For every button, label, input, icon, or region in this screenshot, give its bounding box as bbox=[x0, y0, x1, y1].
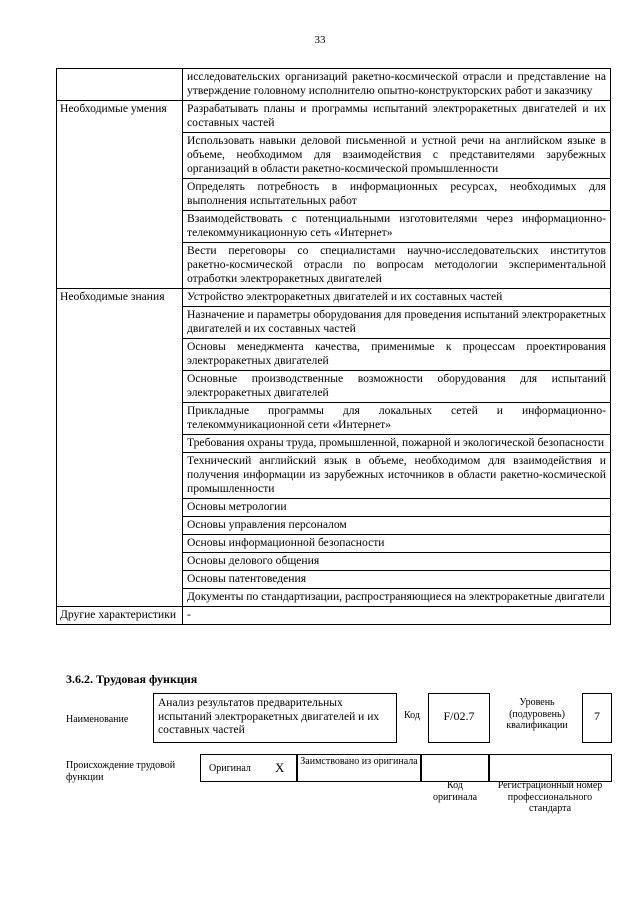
competency-table bbox=[56, 68, 611, 625]
row-item: Определять потребность в информационных ресурсах, необходимых для выполнения испытательных работ bbox=[183, 179, 611, 211]
row-item: Основы управления персоналом bbox=[183, 517, 611, 535]
function-name-box bbox=[153, 693, 397, 743]
row-item: Основы патентоведения bbox=[183, 571, 611, 589]
borrowed-label: Заимствовано из оригинала bbox=[300, 756, 418, 767]
original-mark: X bbox=[275, 760, 285, 775]
row-item: исследовательских организаций ракетно-космической отрасли и представление на утверждение головному исполнителю опытно-конструкторских работ и заказчику bbox=[183, 69, 611, 101]
row-item: Основы менеджмента качества, применимые к процессам проектирования электроракетных двигателей bbox=[183, 339, 611, 371]
code-original-label: Код оригинала bbox=[432, 780, 478, 803]
row-label: Необходимые умения bbox=[57, 101, 183, 289]
row-item: Использовать навыки деловой письменной и устной речи на английском языке в объеме, необходимом для взаимодействия с представителями зарубежных организаций в области ракетно-космической промышленности bbox=[183, 133, 611, 179]
table-row bbox=[57, 607, 611, 625]
code-label: Код bbox=[404, 710, 420, 721]
row-item: - bbox=[183, 607, 611, 625]
row-item: Устройство электроракетных двигателей и их составных частей bbox=[183, 289, 611, 307]
original-label: Оригинал bbox=[209, 763, 251, 774]
section-title: 3.6.2. Трудовая функция bbox=[66, 672, 198, 686]
borrowed-box bbox=[296, 754, 422, 782]
origin-label: Происхождение трудовой функции bbox=[66, 760, 176, 783]
name-label: Наименование bbox=[66, 714, 129, 725]
table-row bbox=[57, 289, 611, 307]
code-original-box bbox=[420, 754, 490, 782]
original-box bbox=[200, 754, 298, 782]
row-item: Вести переговоры со специалистами научно-исследовательских институтов ракетно-космической отрасли по вопросам методологии экспериментальной отработки электроракетных двигателей bbox=[183, 243, 611, 289]
page-number: 33 bbox=[314, 34, 326, 46]
code-value: F/02.7 bbox=[443, 709, 475, 723]
row-item: Технический английский язык в объеме, необходимом для взаимодействия и получения информации из зарубежных источников в области ракетно-космической промышленности bbox=[183, 453, 611, 499]
row-item: Основные производственные возможности оборудования для испытаний электроракетных двигателей bbox=[183, 371, 611, 403]
row-item: Основы информационной безопасности bbox=[183, 535, 611, 553]
function-name-value: Анализ результатов предварительных испытаний электроракетных двигателей и их составных частей bbox=[158, 697, 380, 736]
level-box bbox=[582, 693, 612, 743]
row-item: Основы метрологии bbox=[183, 499, 611, 517]
row-label: Необходимые знания bbox=[57, 289, 183, 607]
row-label: Другие характеристики bbox=[57, 607, 183, 625]
table-row bbox=[57, 101, 611, 133]
row-label bbox=[57, 69, 183, 101]
level-label: Уровень (подуровень) квалификации bbox=[506, 697, 568, 731]
level-value: 7 bbox=[594, 709, 600, 723]
code-box bbox=[428, 693, 490, 743]
table-row bbox=[57, 69, 611, 101]
row-item: Документы по стандартизации, распространяющиеся на электроракетные двигатели bbox=[183, 589, 611, 607]
row-item: Взаимодействовать с потенциальными изготовителями через информационно-телекоммуникационную сеть «Интернет» bbox=[183, 211, 611, 243]
row-item: Основы делового общения bbox=[183, 553, 611, 571]
row-item: Прикладные программы для локальных сетей и информационно-телекоммуникационной сети «Интернет» bbox=[183, 403, 611, 435]
row-item: Разрабатывать планы и программы испытаний электроракетных двигателей и их составных частей bbox=[183, 101, 611, 133]
row-item: Требования охраны труда, промышленной, пожарной и экологической безопасности bbox=[183, 435, 611, 453]
reg-number-label: Регистрационный номер профессионального стандарта bbox=[497, 780, 603, 814]
row-item: Назначение и параметры оборудования для проведения испытаний электроракетных двигателей и их составных частей bbox=[183, 307, 611, 339]
reg-number-box bbox=[488, 754, 612, 782]
